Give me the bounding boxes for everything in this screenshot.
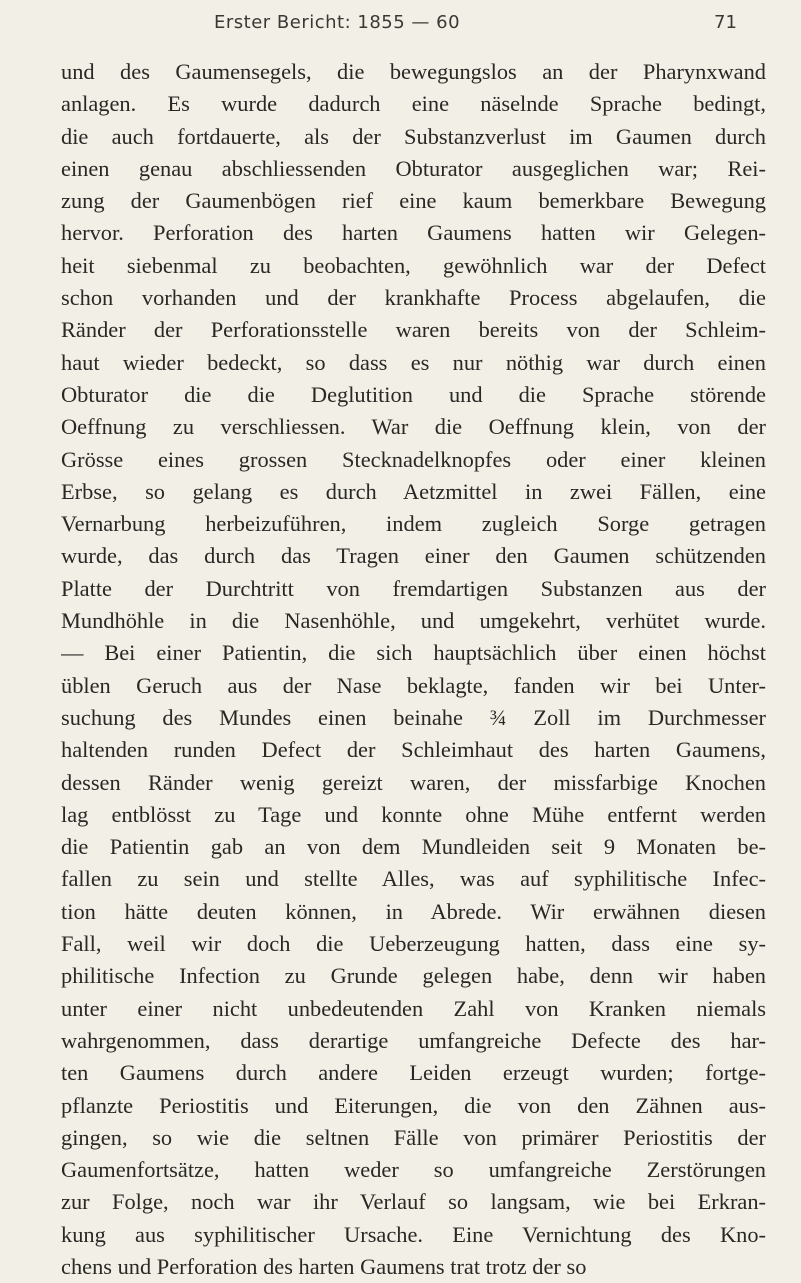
text-line: heit siebenmal zu beobachten, gewöhnlich war der Defect	[61, 252, 766, 278]
text-line: haltenden runden Defect der Schleimhaut des harten Gaumens,	[61, 737, 766, 763]
text-line: Gaumenfortsätze, hatten weder so umfangreiche Zerstörungen	[61, 1157, 766, 1183]
text-line: Obturator die die Deglutition und die Sprache störende	[61, 381, 766, 407]
text-line: kung aus syphilitischer Ursache. Eine Vernichtung des Kno-	[61, 1221, 766, 1247]
text-line: Grösse eines grossen Stecknadelknopfes oder einer kleinen	[61, 446, 766, 472]
text-line: pflanzte Periostitis und Eiterungen, die von den Zähnen aus-	[61, 1092, 766, 1118]
text-line: Erbse, so gelang es durch Aetzmittel in zwei Fällen, eine	[61, 478, 766, 504]
body-text	[61, 56, 766, 1283]
text-line: gingen, so wie die seltnen Fälle von primärer Periostitis der	[61, 1124, 766, 1150]
text-line: fallen zu sein und stellte Alles, was auf syphilitische Infec-	[61, 866, 766, 892]
text-line: Ränder der Perforationsstelle waren bereits von der Schleim-	[61, 317, 766, 343]
text-line: hervor. Perforation des harten Gaumens hatten wir Gelegen-	[61, 220, 766, 246]
text-line: anlagen. Es wurde dadurch eine näselnde Sprache bedingt,	[61, 91, 766, 117]
text-line: tion hätte deuten können, in Abrede. Wir erwähnen diesen	[61, 898, 766, 924]
text-line: suchung des Mundes einen beinahe ¾ Zoll im Durchmesser	[61, 704, 766, 730]
text-line: philitische Infection zu Grunde gelegen habe, denn wir haben	[61, 963, 766, 989]
running-head: Erster Bericht: 1855 — 60	[214, 12, 461, 33]
page-number: 71	[714, 12, 737, 33]
text-line: und des Gaumensegels, die bewegungslos an der Pharynxwand	[61, 59, 766, 84]
text-line: üblen Geruch aus der Nase beklagte, fanden wir bei Unter-	[61, 672, 766, 698]
text-line: — Bei einer Patientin, die sich hauptsächlich über einen höchst	[61, 640, 766, 666]
text-line: chens und Perforation des harten Gaumens trat trotz der so	[61, 1253, 587, 1279]
text-line: Vernarbung herbeizuführen, indem zugleich Sorge getragen	[61, 511, 766, 537]
text-line: unter einer nicht unbedeutenden Zahl von Kranken niemals	[61, 995, 766, 1021]
text-line: ten Gaumens durch andere Leiden erzeugt wurden; fortge-	[61, 1060, 766, 1086]
text-line: zung der Gaumenbögen rief eine kaum bemerkbare Bewegung	[61, 188, 766, 214]
text-line: schon vorhanden und der krankhafte Process abgelaufen, die	[61, 285, 766, 311]
text-line: haut wieder bedeckt, so dass es nur nöthig war durch einen	[61, 349, 766, 375]
text-line: Fall, weil wir doch die Ueberzeugung hatten, dass eine sy-	[61, 931, 766, 957]
text-line: lag entblösst zu Tage und konnte ohne Mühe entfernt werden	[61, 801, 766, 827]
text-line: Oeffnung zu verschliessen. War die Oeffnung klein, von der	[61, 414, 766, 440]
text-line: die auch fortdauerte, als der Substanzverlust im Gaumen durch	[61, 123, 766, 149]
text-line: einen genau abschliessenden Obturator ausgeglichen war; Rei-	[61, 155, 766, 181]
text-line: die Patientin gab an von dem Mundleiden seit 9 Monaten be-	[61, 834, 766, 860]
text-line: wahrgenommen, dass derartige umfangreiche Defecte des har-	[61, 1027, 766, 1053]
text-line: Platte der Durchtritt von fremdartigen Substanzen aus der	[61, 575, 766, 601]
text-line: wurde, das durch das Tragen einer den Gaumen schützenden	[61, 543, 766, 569]
text-line: Mundhöhle in die Nasenhöhle, und umgekehrt, verhütet wurde.	[61, 608, 766, 634]
text-line: dessen Ränder wenig gereizt waren, der missfarbige Knochen	[61, 769, 766, 795]
text-line: zur Folge, noch war ihr Verlauf so langsam, wie bei Erkran-	[61, 1189, 766, 1215]
